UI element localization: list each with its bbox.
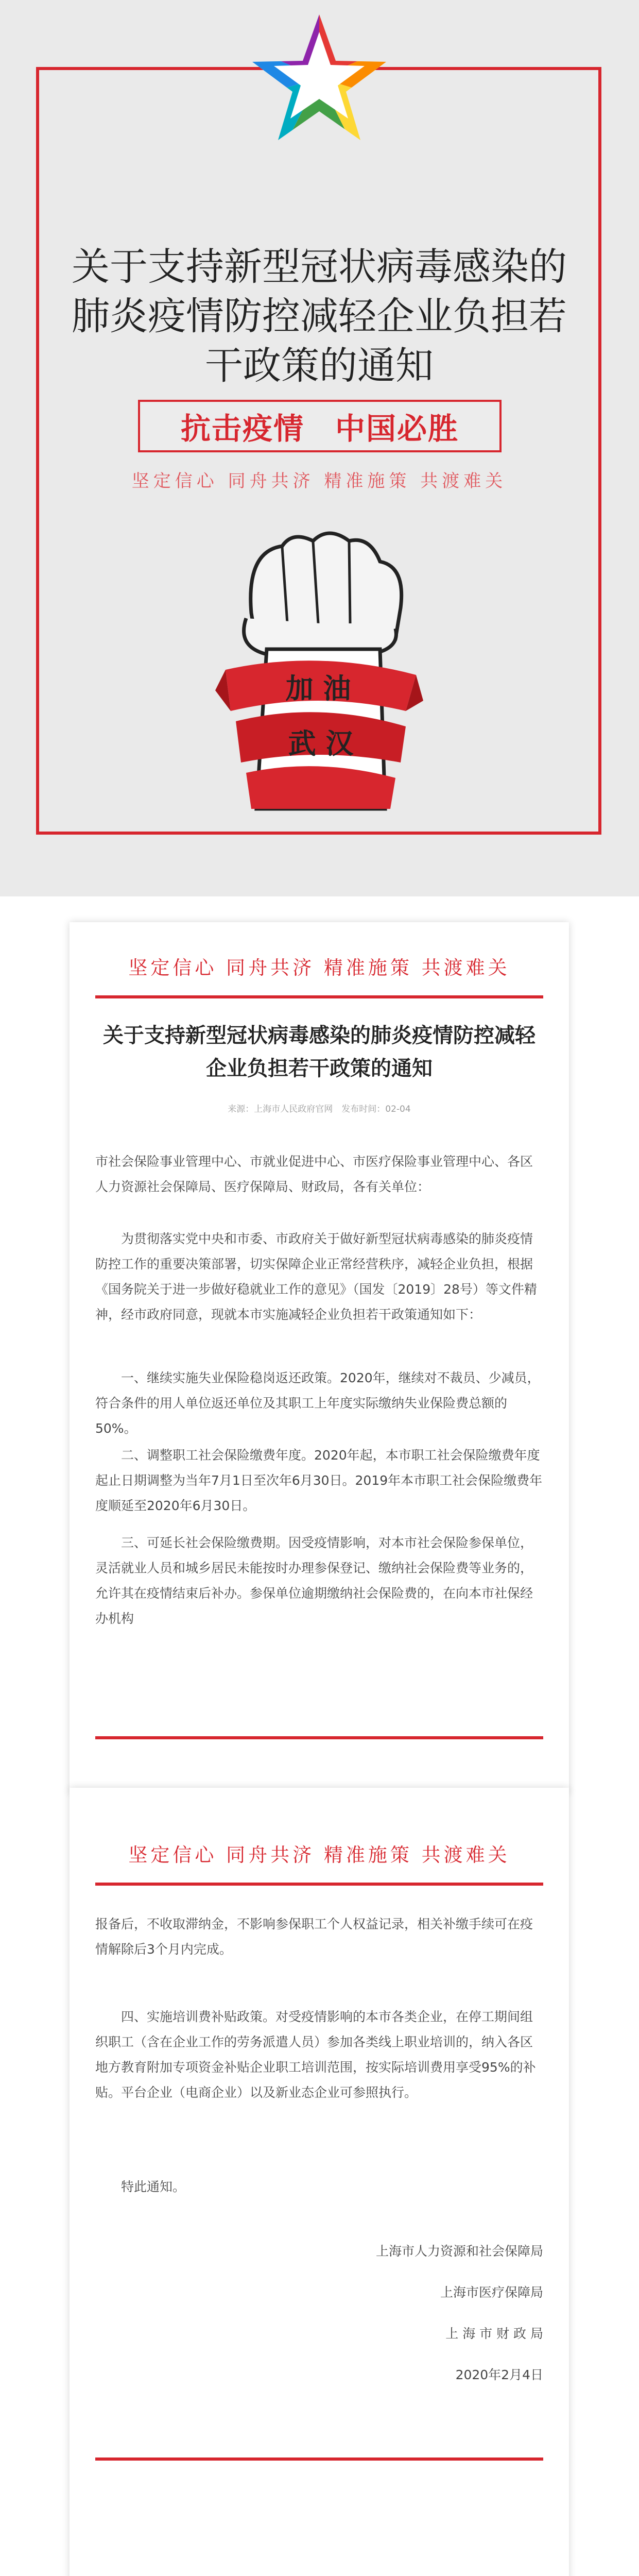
notice-card-2 [70, 1788, 569, 2576]
hero-banner [0, 0, 639, 896]
divider-line [95, 2458, 543, 2461]
slogan-box [138, 400, 502, 452]
signature-finance: 上 海 市 财 政 局 [445, 2326, 543, 2341]
rainbow-star-icon [249, 11, 389, 144]
paragraph-addressee: 市社会保险事业管理中心、市就业促进中心、市医疗保险事业管理中心、各区人力资源社会保障局、医疗保障局、财政局，各有关单位： [95, 1154, 533, 1194]
signature-medical: 上海市医疗保障局 [440, 2285, 543, 2300]
card-motto: 坚定信心 同舟共济 精准施策 共渡难关 [128, 1844, 510, 1866]
paragraph-policy-3: 三、可延长社会保险缴费期。因受疫情影响，对本市社会保险参保单位，灵活就业人员和城乡居民未能按时办理参保登记、缴纳社会保险费等业务的，允许其在疫情结束后补办。参保单位逾期缴纳社会保险费的，在向本市社保经办机构 [95, 1535, 533, 1626]
paragraph-policy-1: 一、继续实施失业保险稳岗返还政策。2020年，继续对不裁员、少减员，符合条件的用人单位返还单位及其职工上年度实际缴纳失业保险费总额的50%。 [95, 1370, 540, 1436]
paragraph-closing: 特此通知。 [121, 2179, 186, 2194]
paragraph-policy-2: 二、调整职工社会保险缴费年度。2020年起，本市职工社会保险缴费年度起止日期调整为当年7月1日至次年6月30日。2019年本市职工社会保险缴费年度顺延至2020年6月30日。 [95, 1448, 543, 1513]
paragraph-continued: 报备后，不收取滞纳金，不影响参保职工个人权益记录，相关补缴手续可在疫情解除后3个月内完成。 [95, 1917, 533, 1957]
hero-motto: 坚定信心 同舟共济 精准施策 共渡难关 [131, 471, 507, 492]
hero-title: 关于支持新型冠状病毒感染的肺炎疫情防控减轻企业负担若干政策的通知 [72, 245, 567, 388]
fist-banner-top: 加 油 [285, 672, 351, 705]
notice-card-1 [70, 922, 569, 1793]
signature-date: 2020年2月4日 [455, 2367, 543, 2382]
slogan-left: 抗击疫情 [180, 411, 304, 446]
document-title: 关于支持新型冠状病毒感染的肺炎疫情防控减轻企业负担若干政策的通知 [103, 1024, 536, 1080]
paragraph-policy-4: 四、实施培训费补贴政策。对受疫情影响的本市各类企业，在停工期间组织职工（含在企业工作的劳务派遣人员）参加各类线上职业培训的，纳入各区地方教育附加专项资金补贴企业职工培训范围，按实际培训费用享受95%的补贴。平台企业（电商企业）以及新业态企业可参照执行。 [95, 2009, 536, 2100]
fist-banner-bottom: 武 汉 [288, 727, 354, 760]
divider-line [95, 995, 543, 998]
divider-line [95, 1736, 543, 1739]
card-motto: 坚定信心 同舟共济 精准施策 共渡难关 [128, 957, 510, 979]
document-meta: 来源：上海市人民政府官网 发布时间：02-04 [228, 1104, 411, 1114]
slogan-right: 中国必胜 [335, 411, 459, 446]
signature-hrss: 上海市人力资源和社会保障局 [375, 2244, 543, 2259]
raised-fist-illustration [215, 520, 423, 819]
divider-line [95, 1883, 543, 1886]
paragraph-intro: 为贯彻落实党中央和市委、市政府关于做好新型冠状病毒感染的肺炎疫情防控工作的重要决策部署，切实保障企业正常经营秩序，减轻企业负担，根据《国务院关于进一步做好稳就业工作的意见》（国发〔2019〕28号）等文件精神，经市政府同意，现就本市实施减轻企业负担若干政策通知如下： [95, 1231, 537, 1322]
